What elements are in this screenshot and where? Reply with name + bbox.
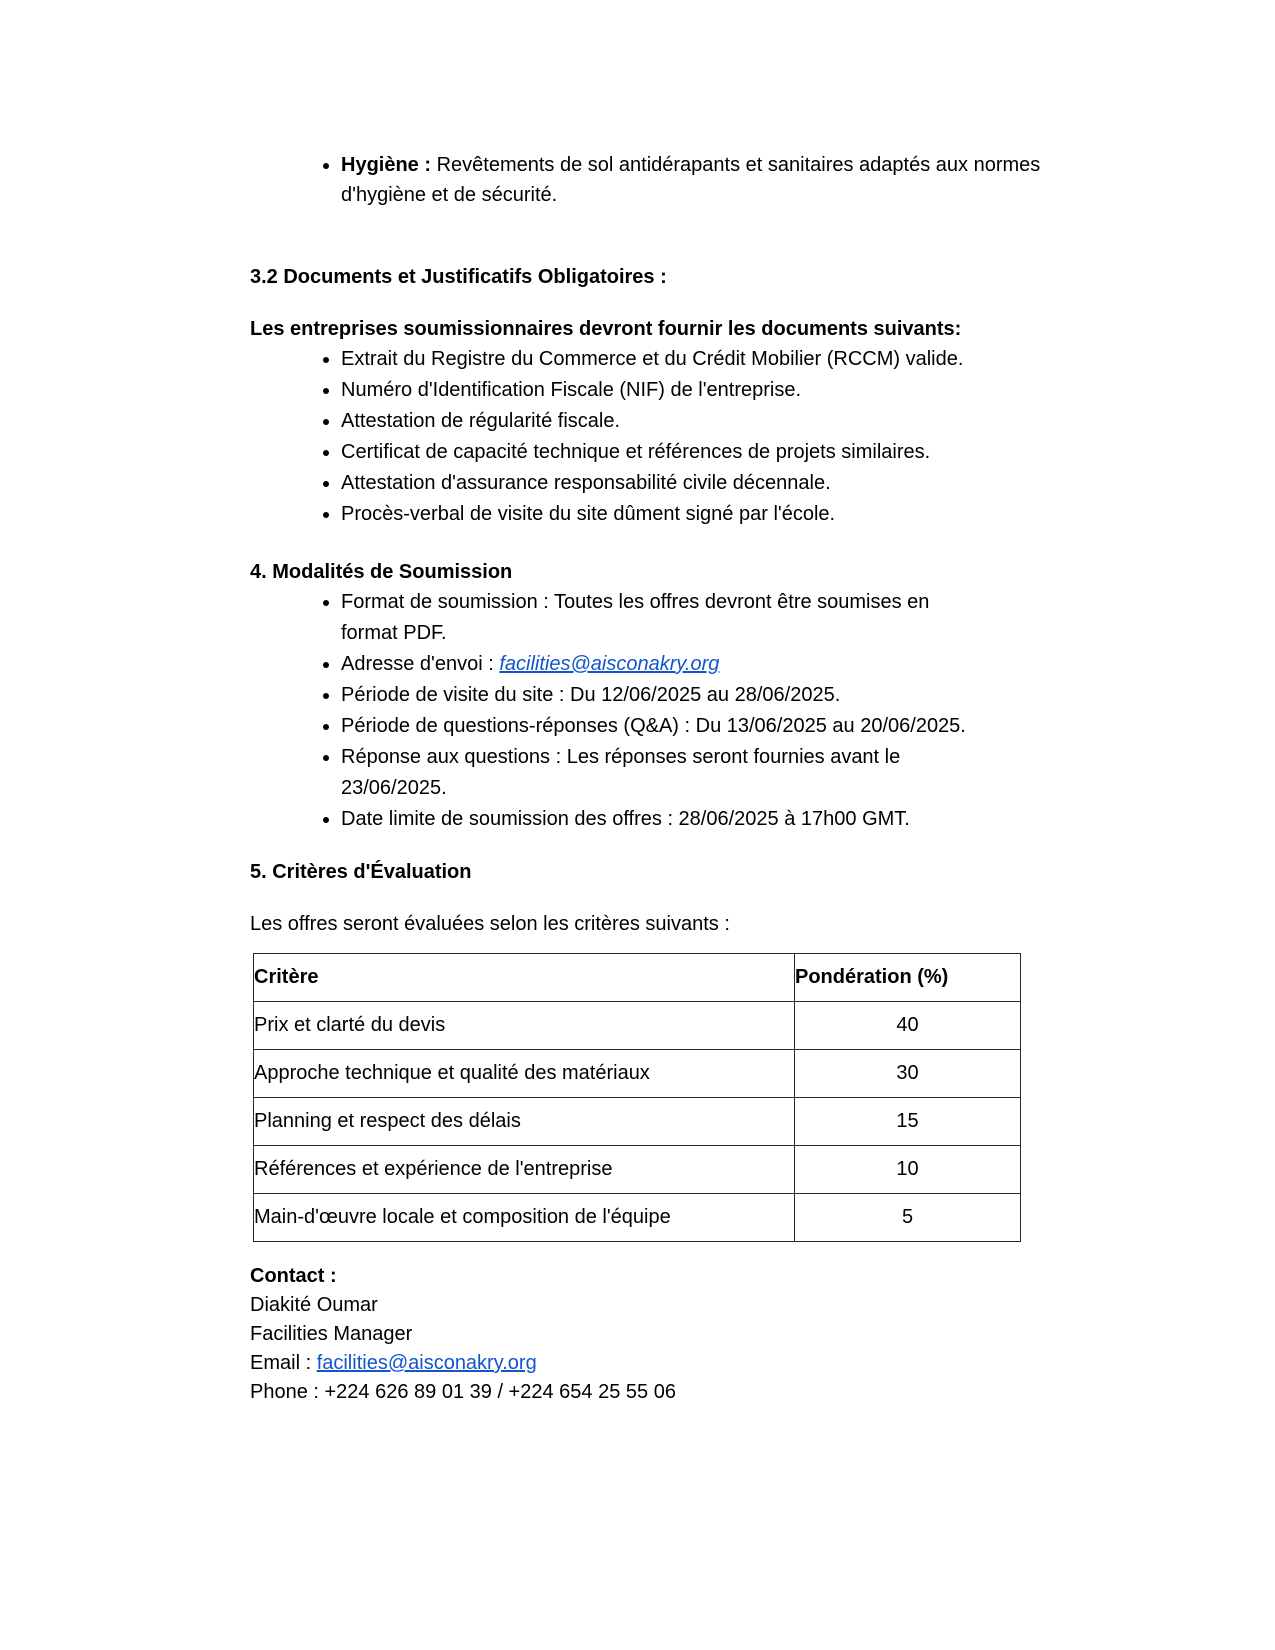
submission-email-link[interactable]: facilities@aisconakry.org: [499, 653, 720, 675]
contact-block: [250, 1262, 1070, 1407]
email-label: Email :: [250, 1352, 317, 1374]
weight-cell: 40: [795, 1002, 1021, 1050]
list-item: • Attestation d'assurance responsabilité civile décennale.: [341, 468, 1070, 499]
contact-name: Diakité Oumar: [250, 1294, 378, 1316]
documents-list: [250, 344, 1070, 530]
criterion-cell: Approche technique et qualité des matériaux: [254, 1050, 795, 1098]
weight-cell: 10: [795, 1146, 1021, 1194]
list-item: • Numéro d'Identification Fiscale (NIF) de l'entreprise.: [341, 375, 1070, 406]
list-item: • Attestation de régularité fiscale.: [341, 406, 1070, 437]
list-item: • Période de visite du site : Du 12/06/2025 au 28/06/2025.: [341, 680, 1070, 711]
table-row: [254, 1194, 1021, 1242]
hygiene-text: Revêtements de sol antidérapants et sanitaires adaptés aux normes d'hygiène et de sécurité.: [341, 154, 1041, 206]
contact-role: Facilities Manager: [250, 1323, 413, 1345]
address-prefix: Adresse d'envoi :: [341, 653, 500, 675]
criterion-cell: Main-d'œuvre locale et composition de l'équipe: [254, 1194, 795, 1242]
table-row: [254, 1050, 1021, 1098]
table-row: [254, 1002, 1021, 1050]
section-5-heading: 5. Critères d'Évaluation: [250, 861, 472, 883]
weight-cell: 5: [795, 1194, 1021, 1242]
list-item: [341, 649, 1070, 680]
hygiene-list: [250, 150, 1070, 210]
table-row: [254, 1146, 1021, 1194]
list-item: • Réponse aux questions : Les réponses seront fournies avant le 23/06/2025.: [341, 742, 981, 804]
criteria-table: [253, 953, 1021, 1242]
criterion-cell: Planning et respect des délais: [254, 1098, 795, 1146]
header-critere: Critère: [254, 954, 795, 1002]
submission-list: [250, 587, 1070, 835]
header-ponderation: Pondération (%): [795, 954, 1021, 1002]
list-item: • Format de soumission : Toutes les offres devront être soumises en format PDF.: [341, 587, 991, 649]
list-item-hygiene: [341, 150, 1041, 210]
list-item: • Date limite de soumission des offres : 28/06/2025 à 17h00 GMT.: [341, 804, 1070, 835]
list-item: • Période de questions-réponses (Q&A) : Du 13/06/2025 au 20/06/2025.: [341, 711, 1070, 742]
table-row: [254, 1098, 1021, 1146]
contact-email-line: [250, 1349, 1070, 1378]
list-item: • Procès-verbal de visite du site dûment signé par l'école.: [341, 499, 1070, 530]
weight-cell: 30: [795, 1050, 1021, 1098]
contact-phone-line: Phone : +224 626 89 01 39 / +224 654 25 55 06: [250, 1381, 676, 1403]
contact-label: Contact :: [250, 1265, 337, 1287]
weight-cell: 15: [795, 1098, 1021, 1146]
list-item: • Certificat de capacité technique et références de projets similaires.: [341, 437, 1070, 468]
table-header-row: [254, 954, 1021, 1002]
documents-intro: Les entreprises soumissionnaires devront fournir les documents suivants:: [250, 318, 962, 340]
criterion-cell: Prix et clarté du devis: [254, 1002, 795, 1050]
list-item: • Extrait du Registre du Commerce et du Crédit Mobilier (RCCM) valide.: [341, 344, 1070, 375]
section-3-2-heading: 3.2 Documents et Justificatifs Obligatoires :: [250, 266, 667, 288]
hygiene-label: Hygiène :: [341, 154, 432, 176]
criterion-cell: Références et expérience de l'entreprise: [254, 1146, 795, 1194]
contact-email-link[interactable]: facilities@aisconakry.org: [316, 1352, 537, 1374]
section-4-heading: 4. Modalités de Soumission: [250, 561, 513, 583]
evaluation-intro: Les offres seront évaluées selon les critères suivants :: [250, 913, 730, 935]
